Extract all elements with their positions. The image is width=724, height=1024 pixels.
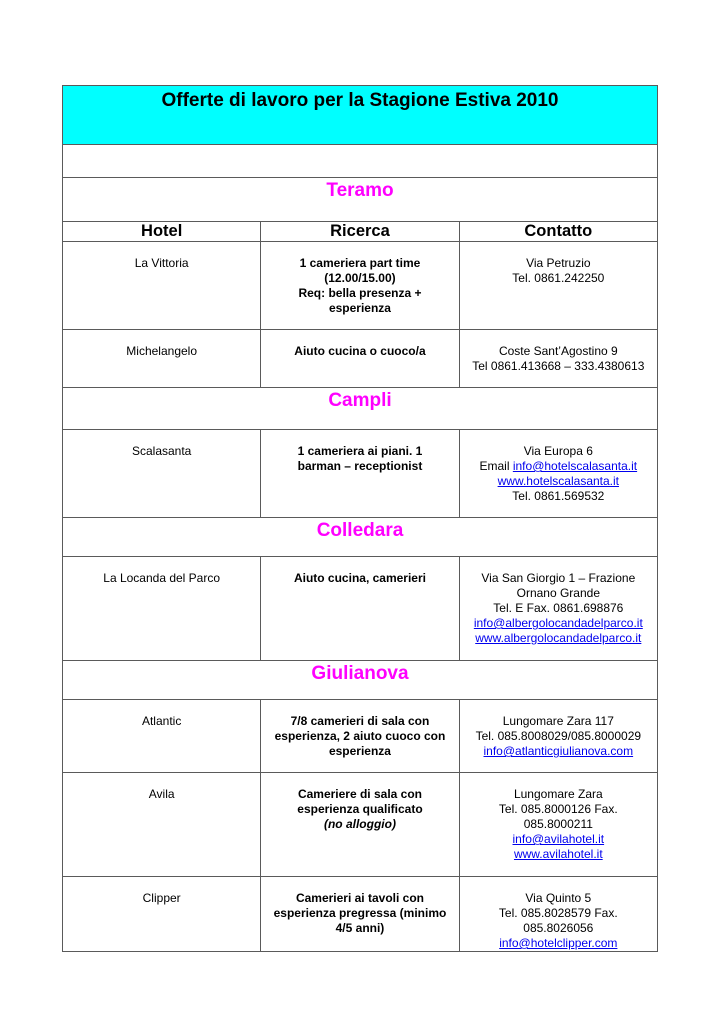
- contatto-cell: [459, 773, 657, 877]
- table-row: [63, 330, 658, 388]
- website-link[interactable]: www.albergolocandadelparco.it: [475, 631, 642, 645]
- phone-line: Tel 0861.413668 – 333.4380613: [472, 359, 645, 373]
- table-row: [63, 430, 658, 518]
- ricerca-cell: [261, 242, 459, 330]
- phone-line: Tel. 085.8028579 Fax.: [498, 906, 618, 920]
- ricerca-line: 4/5 anni): [335, 921, 385, 935]
- ricerca-note: (no alloggio): [323, 817, 396, 831]
- ricerca-cell: [261, 557, 459, 661]
- ricerca-line: Cameriere di sala con: [297, 787, 422, 801]
- address-line: Coste Sant’Agostino 9: [498, 344, 618, 358]
- web-line: [460, 474, 657, 489]
- ricerca-line: 1 cameriera part time: [299, 256, 421, 270]
- job-offers-table: [62, 85, 658, 952]
- blank-row: [63, 145, 658, 178]
- fax-line: 085.8026056: [523, 921, 594, 935]
- email-link[interactable]: info@hotelclipper.com: [499, 936, 618, 950]
- contatto-cell: [459, 700, 657, 773]
- contatto-cell: [459, 242, 657, 330]
- email-prefix: Email: [479, 459, 513, 473]
- email-line: [460, 744, 657, 759]
- address-line: Via Europa 6: [523, 444, 593, 458]
- city-campli: Campli: [63, 388, 658, 430]
- phone-line: Tel. E Fax. 0861.698876: [493, 601, 624, 615]
- phone-line: Tel. 085.8008029/085.8000029: [475, 729, 642, 743]
- email-link[interactable]: info@hotelscalasanta.it: [512, 459, 638, 473]
- address-line: Via Petruzio: [526, 256, 591, 270]
- city-row-giulianova: [63, 661, 658, 700]
- web-line: [460, 631, 657, 646]
- table-row: [63, 700, 658, 773]
- blank-cell: [63, 145, 658, 178]
- ricerca-cell: [261, 430, 459, 518]
- email-line: [460, 832, 657, 847]
- ricerca-line: (12.00/15.00): [324, 271, 396, 285]
- ricerca-line: barman – receptionist: [297, 459, 423, 473]
- header-row: [63, 222, 658, 242]
- email-link[interactable]: info@avilahotel.it: [512, 832, 605, 846]
- ricerca-line: esperienza pregressa (minimo: [273, 906, 447, 920]
- ricerca-line: Aiuto cucina o cuoco/a: [294, 344, 426, 358]
- ricerca-line: esperienza, 2 aiuto cuoco con: [274, 729, 446, 743]
- hotel-name: Michelangelo: [63, 330, 261, 388]
- city-teramo: Teramo: [63, 178, 658, 222]
- hotel-name: Avila: [63, 773, 261, 877]
- email-line: [460, 936, 657, 951]
- ricerca-line: esperienza: [328, 301, 391, 315]
- ricerca-line: Req: bella presenza +: [298, 286, 422, 300]
- hotel-name: Clipper: [63, 877, 261, 952]
- header-contatto: Contatto: [459, 222, 657, 242]
- contatto-cell: [459, 877, 657, 952]
- hotel-name: La Vittoria: [63, 242, 261, 330]
- address-line: Lungomare Zara 117: [502, 714, 614, 728]
- phone-line: Tel. 0861.242250: [512, 271, 605, 285]
- city-row-campli: [63, 388, 658, 430]
- header-ricerca: Ricerca: [261, 222, 459, 242]
- table-row: [63, 557, 658, 661]
- ricerca-cell: [261, 700, 459, 773]
- table-row: [63, 242, 658, 330]
- ricerca-line: Camerieri ai tavoli con: [295, 891, 424, 905]
- email-link[interactable]: info@atlanticgiulianova.com: [483, 744, 634, 758]
- ricerca-line: esperienza qualificato: [297, 802, 423, 816]
- address-line: Ornano Grande: [516, 586, 600, 600]
- website-link[interactable]: www.hotelscalasanta.it: [497, 474, 620, 488]
- header-hotel: Hotel: [63, 222, 261, 242]
- ricerca-cell: [261, 877, 459, 952]
- ricerca-cell: [261, 773, 459, 877]
- web-line: [460, 847, 657, 862]
- phone-line: Tel. 085.8000126 Fax.: [498, 802, 618, 816]
- job-offers-sheet: [62, 85, 658, 952]
- hotel-name: La Locanda del Parco: [63, 557, 261, 661]
- city-row-colledara: [63, 518, 658, 557]
- ricerca-line: esperienza: [328, 744, 391, 758]
- table-row: [63, 773, 658, 877]
- ricerca-line: Aiuto cucina, camerieri: [293, 571, 426, 585]
- email-link[interactable]: info@albergolocandadelparco.it: [473, 616, 643, 630]
- email-line: [460, 616, 657, 631]
- hotel-name: Atlantic: [63, 700, 261, 773]
- phone-line: Tel. 0861.569532: [512, 489, 605, 503]
- title-row: [63, 86, 658, 145]
- contatto-cell: [459, 430, 657, 518]
- address-line: Via Quinto 5: [525, 891, 592, 905]
- address-line: Via San Giorgio 1 – Frazione: [481, 571, 636, 585]
- ricerca-line: 1 cameriera ai piani. 1: [297, 444, 423, 458]
- ricerca-line: 7/8 camerieri di sala con: [290, 714, 430, 728]
- contatto-cell: [459, 557, 657, 661]
- email-line: [460, 459, 657, 474]
- contatto-cell: [459, 330, 657, 388]
- table-row: [63, 877, 658, 952]
- ricerca-cell: [261, 330, 459, 388]
- document-title: Offerte di lavoro per la Stagione Estiva 2010: [63, 86, 658, 145]
- hotel-name: Scalasanta: [63, 430, 261, 518]
- website-link[interactable]: www.avilahotel.it: [513, 847, 603, 861]
- city-colledara: Colledara: [63, 518, 658, 557]
- fax-line: 085.8000211: [523, 817, 593, 831]
- city-row-teramo: [63, 178, 658, 222]
- city-giulianova: Giulianova: [63, 661, 658, 700]
- address-line: Lungomare Zara: [513, 787, 603, 801]
